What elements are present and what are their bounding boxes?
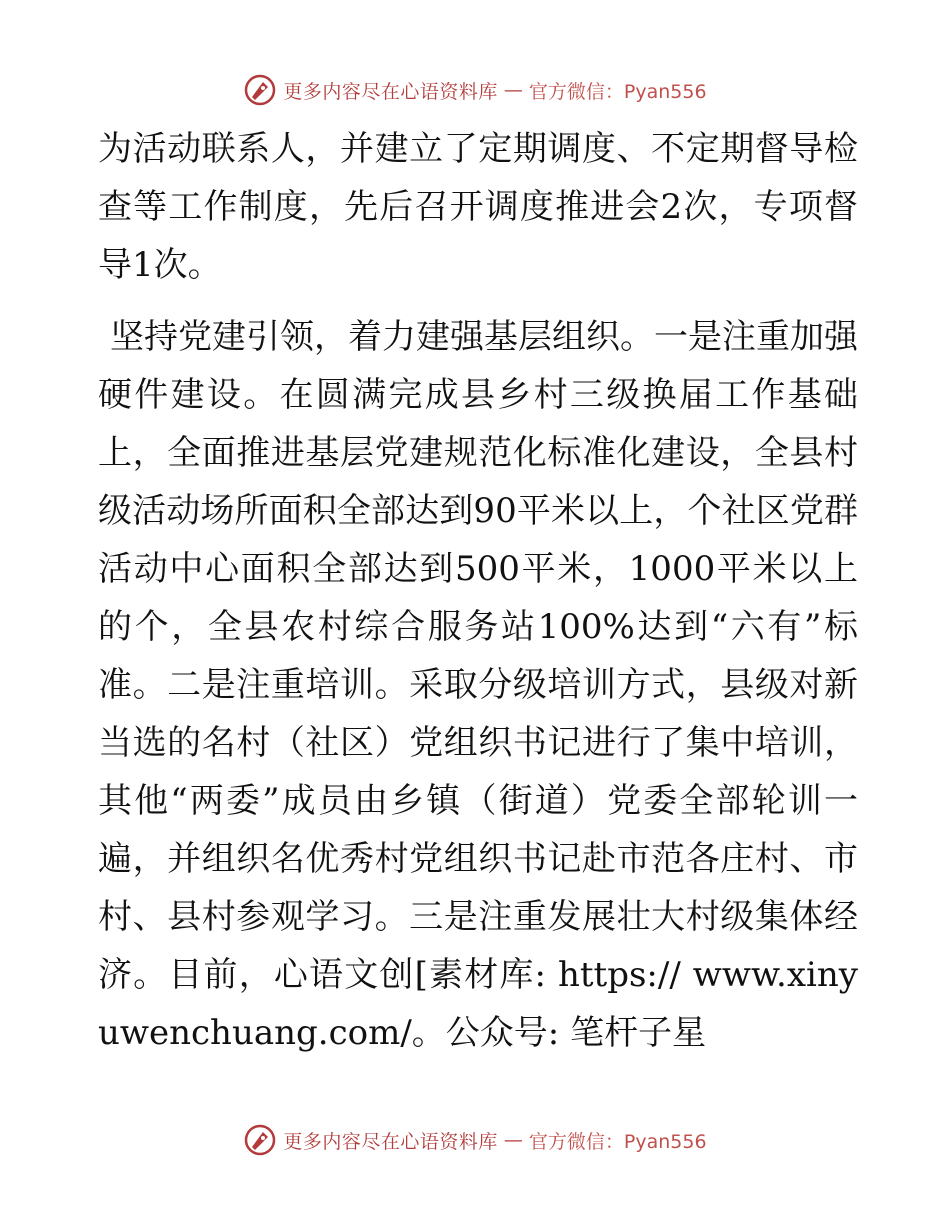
pen-nib-logo-icon — [243, 1123, 277, 1157]
pen-nib-logo-icon — [243, 73, 277, 107]
header-separator: — — [503, 79, 523, 101]
header-banner — [0, 70, 950, 110]
footer-site-text: 更多内容尽在心语资料库 — [283, 1130, 498, 1153]
header-wechat-text: 官方微信：Pyan556 — [528, 80, 707, 103]
header-site-text: 更多内容尽在心语资料库 — [283, 80, 498, 103]
paragraph-2: 坚持党建引领，着力建强基层组织。一是注重加强硬件建设。在圆满完成县乡村三级换届工作基础上，全面推进基层党建规范化标准化建设，全县村级活动场所面积全部达到90平米以上，个社区党群活动中心面积全部达到500平米，1000平米以上的个，全县农村综合服务站100%达到“六有”标准。二是注重培训。采取分级培训方式，县级对新当选的名村（社区）党组织书记进行了集中培训，其他“两委”成员由乡镇（街道）党委全部轮训一遍，并组织名优秀村党组织书记赴市范各庄村、市村、县村参观学习。三是注重发展壮大村级集体经济。目前，心语文创[素材库: https:// www.xinyuwenchuang.com/。公众号: 笔杆子星 — [98, 317, 858, 1053]
footer-banner — [0, 1120, 950, 1160]
paragraph-1: 为活动联系人，并建立了定期调度、不定期督导检查等工作制度，先后召开调度推进会2次，专项督导1次。 — [98, 129, 858, 285]
footer-separator: — — [503, 1129, 523, 1151]
document-body — [98, 120, 858, 1062]
footer-wechat-text: 官方微信：Pyan556 — [528, 1130, 707, 1153]
